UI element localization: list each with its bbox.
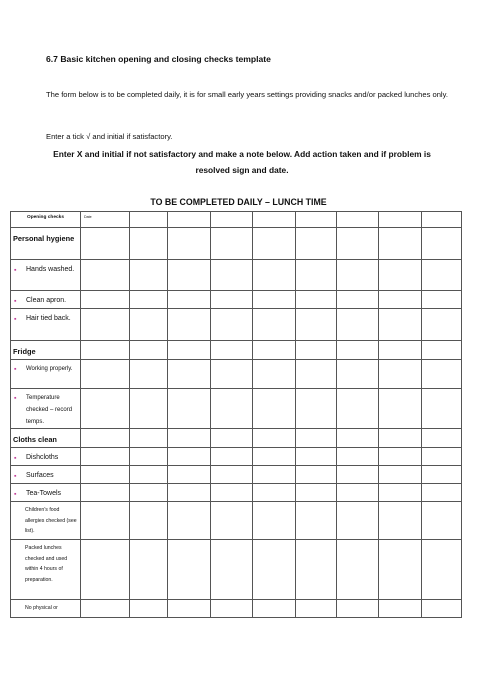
check-entry-cell[interactable] <box>379 228 422 260</box>
check-entry-cell[interactable] <box>296 466 337 484</box>
check-entry-cell[interactable] <box>253 484 296 502</box>
check-entry-cell[interactable] <box>296 389 337 429</box>
row-label-teatowels: ▪ Tea-Towels <box>11 484 81 502</box>
check-entry-cell[interactable] <box>422 389 462 429</box>
check-entry-cell[interactable] <box>379 448 422 466</box>
check-entry-cell[interactable] <box>379 540 422 600</box>
table-row <box>11 389 462 429</box>
row-label-apron: ▪ Clean apron. <box>11 291 81 309</box>
check-entry-cell[interactable] <box>379 341 422 360</box>
check-entry-cell[interactable] <box>422 291 462 309</box>
table-header-row <box>11 212 462 228</box>
check-entry-cell[interactable] <box>168 309 211 341</box>
check-entry-cell[interactable] <box>211 484 253 502</box>
table-row <box>11 260 462 291</box>
row-label-hair: ▪ Hair tied back. <box>11 309 81 341</box>
check-entry-cell[interactable] <box>253 228 296 260</box>
check-entry-cell[interactable] <box>253 291 296 309</box>
check-entry-cell[interactable] <box>337 341 379 360</box>
check-entry-cell[interactable] <box>168 389 211 429</box>
check-entry-cell[interactable] <box>422 484 462 502</box>
check-entry-cell[interactable] <box>422 540 462 600</box>
check-entry-cell[interactable] <box>211 502 253 540</box>
header-cell[interactable] <box>296 212 337 228</box>
table-row <box>11 228 462 260</box>
check-entry-cell[interactable] <box>81 360 130 389</box>
bullet-icon: ▪ <box>14 473 17 480</box>
check-entry-cell[interactable] <box>130 389 168 429</box>
check-entry-cell[interactable] <box>130 466 168 484</box>
section-cloths-clean: Cloths clean <box>11 429 81 448</box>
check-entry-cell[interactable] <box>211 389 253 429</box>
check-entry-cell[interactable] <box>168 228 211 260</box>
check-entry-cell[interactable] <box>422 309 462 341</box>
check-entry-cell[interactable] <box>130 484 168 502</box>
check-entry-cell[interactable] <box>337 448 379 466</box>
check-entry-cell[interactable] <box>168 484 211 502</box>
check-entry-cell[interactable] <box>168 291 211 309</box>
check-entry-cell[interactable] <box>253 448 296 466</box>
check-entry-cell[interactable] <box>296 502 337 540</box>
check-entry-cell[interactable] <box>337 540 379 600</box>
check-entry-cell[interactable] <box>253 466 296 484</box>
header-cell[interactable] <box>168 212 211 228</box>
row-label-surfaces: ▪ Surfaces <box>11 466 81 484</box>
check-entry-cell[interactable] <box>296 448 337 466</box>
header-opening-checks: Opening checks <box>11 212 81 228</box>
bullet-icon: ▪ <box>14 298 17 305</box>
section-fridge: Fridge <box>11 341 81 360</box>
table-row <box>11 484 462 502</box>
check-entry-cell[interactable] <box>253 309 296 341</box>
document-heading: 6.7 Basic kitchen opening and closing checks template <box>46 54 271 64</box>
check-entry-cell[interactable] <box>81 429 130 448</box>
check-entry-cell[interactable] <box>379 389 422 429</box>
bullet-icon: ▪ <box>14 316 17 323</box>
check-entry-cell[interactable] <box>130 291 168 309</box>
check-entry-cell[interactable] <box>337 260 379 291</box>
check-entry-cell[interactable] <box>211 228 253 260</box>
tick-instruction: Enter a tick √ and initial if satisfactory. <box>46 132 173 141</box>
check-entry-cell[interactable] <box>422 341 462 360</box>
check-entry-cell[interactable] <box>211 429 253 448</box>
check-entry-cell[interactable] <box>296 540 337 600</box>
check-entry-cell[interactable] <box>296 291 337 309</box>
header-cell[interactable] <box>337 212 379 228</box>
check-entry-cell[interactable] <box>81 484 130 502</box>
check-entry-cell[interactable] <box>130 429 168 448</box>
check-entry-cell[interactable] <box>81 502 130 540</box>
check-entry-cell[interactable] <box>253 341 296 360</box>
check-entry-cell[interactable] <box>211 360 253 389</box>
check-entry-cell[interactable] <box>81 466 130 484</box>
table-row <box>11 502 462 540</box>
check-entry-cell[interactable] <box>81 600 130 618</box>
check-entry-cell[interactable] <box>253 540 296 600</box>
check-entry-cell[interactable] <box>211 309 253 341</box>
check-entry-cell[interactable] <box>168 260 211 291</box>
check-entry-cell[interactable] <box>422 260 462 291</box>
check-entry-cell[interactable] <box>168 448 211 466</box>
check-entry-cell[interactable] <box>379 291 422 309</box>
check-entry-cell[interactable] <box>168 540 211 600</box>
check-entry-cell[interactable] <box>337 502 379 540</box>
check-entry-cell[interactable] <box>211 540 253 600</box>
check-entry-cell[interactable] <box>422 228 462 260</box>
table-row <box>11 291 462 309</box>
bullet-icon: ▪ <box>14 366 17 373</box>
row-label-working: ▪ Working properly. <box>11 360 81 389</box>
check-entry-cell[interactable] <box>253 502 296 540</box>
row-label-lunches: Packed lunches checked and used within 4 hours of preparation. <box>11 540 81 600</box>
check-entry-cell[interactable] <box>253 360 296 389</box>
check-entry-cell[interactable] <box>211 448 253 466</box>
check-entry-cell[interactable] <box>337 466 379 484</box>
row-label-allergies: Children's food allergies checked (see list). <box>11 502 81 540</box>
check-entry-cell[interactable] <box>130 341 168 360</box>
check-entry-cell[interactable] <box>337 484 379 502</box>
check-entry-cell[interactable] <box>379 484 422 502</box>
header-cell[interactable] <box>211 212 253 228</box>
check-entry-cell[interactable] <box>337 429 379 448</box>
check-entry-cell[interactable] <box>130 360 168 389</box>
check-entry-cell[interactable] <box>211 260 253 291</box>
header-cell[interactable] <box>422 212 462 228</box>
table-subheading: TO BE COMPLETED DAILY – LUNCH TIME <box>150 197 327 207</box>
check-entry-cell[interactable] <box>130 540 168 600</box>
check-entry-cell[interactable] <box>168 429 211 448</box>
check-entry-cell[interactable] <box>253 600 296 618</box>
check-entry-cell[interactable] <box>211 600 253 618</box>
row-label-temperature: ▪ Temperature checked – record temps. <box>11 389 81 429</box>
check-entry-cell[interactable] <box>211 291 253 309</box>
check-entry-cell[interactable] <box>296 360 337 389</box>
check-entry-cell[interactable] <box>296 309 337 341</box>
bullet-icon: ▪ <box>14 491 17 498</box>
check-entry-cell[interactable] <box>422 466 462 484</box>
check-entry-cell[interactable] <box>296 341 337 360</box>
check-entry-cell[interactable] <box>253 429 296 448</box>
check-entry-cell[interactable] <box>168 341 211 360</box>
warning-instruction: Enter X and initial if not satisfactory and make a note below. Add action taken and if problem is resolved sign and date. <box>53 149 431 175</box>
check-entry-cell[interactable] <box>422 360 462 389</box>
check-entry-cell[interactable] <box>130 228 168 260</box>
check-entry-cell[interactable] <box>379 429 422 448</box>
check-entry-cell[interactable] <box>296 429 337 448</box>
bullet-icon: ▪ <box>14 455 17 462</box>
check-entry-cell[interactable] <box>81 309 130 341</box>
check-entry-cell[interactable] <box>253 389 296 429</box>
check-entry-cell[interactable] <box>379 502 422 540</box>
check-entry-cell[interactable] <box>81 448 130 466</box>
check-entry-cell[interactable] <box>422 448 462 466</box>
check-entry-cell[interactable] <box>379 360 422 389</box>
header-cell[interactable] <box>253 212 296 228</box>
check-entry-cell[interactable] <box>130 260 168 291</box>
table-row <box>11 341 462 360</box>
row-label-hands: ▪ Hands washed. <box>11 260 81 291</box>
row-label-physical: No physical or <box>11 600 81 618</box>
check-entry-cell[interactable] <box>379 600 422 618</box>
check-entry-cell[interactable] <box>130 600 168 618</box>
table-row <box>11 309 462 341</box>
bullet-icon: ▪ <box>14 395 17 402</box>
check-entry-cell[interactable] <box>296 260 337 291</box>
check-entry-cell[interactable] <box>337 600 379 618</box>
bullet-icon: ▪ <box>14 267 17 274</box>
check-entry-cell[interactable] <box>81 260 130 291</box>
row-label-dishcloths: ▪ Dishcloths <box>11 448 81 466</box>
table-row <box>11 429 462 448</box>
check-entry-cell[interactable] <box>296 484 337 502</box>
check-entry-cell[interactable] <box>337 389 379 429</box>
table-row <box>11 466 462 484</box>
check-entry-cell[interactable] <box>379 260 422 291</box>
check-entry-cell[interactable] <box>422 429 462 448</box>
check-entry-cell[interactable] <box>168 600 211 618</box>
table-row <box>11 360 462 389</box>
check-entry-cell[interactable] <box>81 341 130 360</box>
check-entry-cell[interactable] <box>379 309 422 341</box>
intro-paragraph: The form below is to be completed daily, it is for small early years settings providing snacks and/or packed lunches only. <box>46 90 448 99</box>
section-personal-hygiene: Personal hygiene <box>11 228 81 260</box>
header-date: Date <box>81 212 130 228</box>
check-entry-cell[interactable] <box>168 360 211 389</box>
check-entry-cell[interactable] <box>168 502 211 540</box>
checks-table <box>10 211 462 618</box>
check-entry-cell[interactable] <box>422 502 462 540</box>
check-entry-cell[interactable] <box>253 260 296 291</box>
check-entry-cell[interactable] <box>130 448 168 466</box>
check-entry-cell[interactable] <box>130 502 168 540</box>
table-row <box>11 600 462 618</box>
check-entry-cell[interactable] <box>337 360 379 389</box>
check-entry-cell[interactable] <box>81 291 130 309</box>
check-entry-cell[interactable] <box>337 228 379 260</box>
header-cell[interactable] <box>379 212 422 228</box>
check-entry-cell[interactable] <box>296 600 337 618</box>
check-entry-cell[interactable] <box>337 291 379 309</box>
check-entry-cell[interactable] <box>379 466 422 484</box>
table-row <box>11 540 462 600</box>
check-entry-cell[interactable] <box>211 341 253 360</box>
check-entry-cell[interactable] <box>422 600 462 618</box>
check-entry-cell[interactable] <box>130 309 168 341</box>
table-row <box>11 448 462 466</box>
check-entry-cell[interactable] <box>81 389 130 429</box>
check-entry-cell[interactable] <box>296 228 337 260</box>
header-cell[interactable] <box>130 212 168 228</box>
check-entry-cell[interactable] <box>211 466 253 484</box>
check-entry-cell[interactable] <box>81 228 130 260</box>
check-entry-cell[interactable] <box>81 540 130 600</box>
check-entry-cell[interactable] <box>337 309 379 341</box>
check-entry-cell[interactable] <box>168 466 211 484</box>
